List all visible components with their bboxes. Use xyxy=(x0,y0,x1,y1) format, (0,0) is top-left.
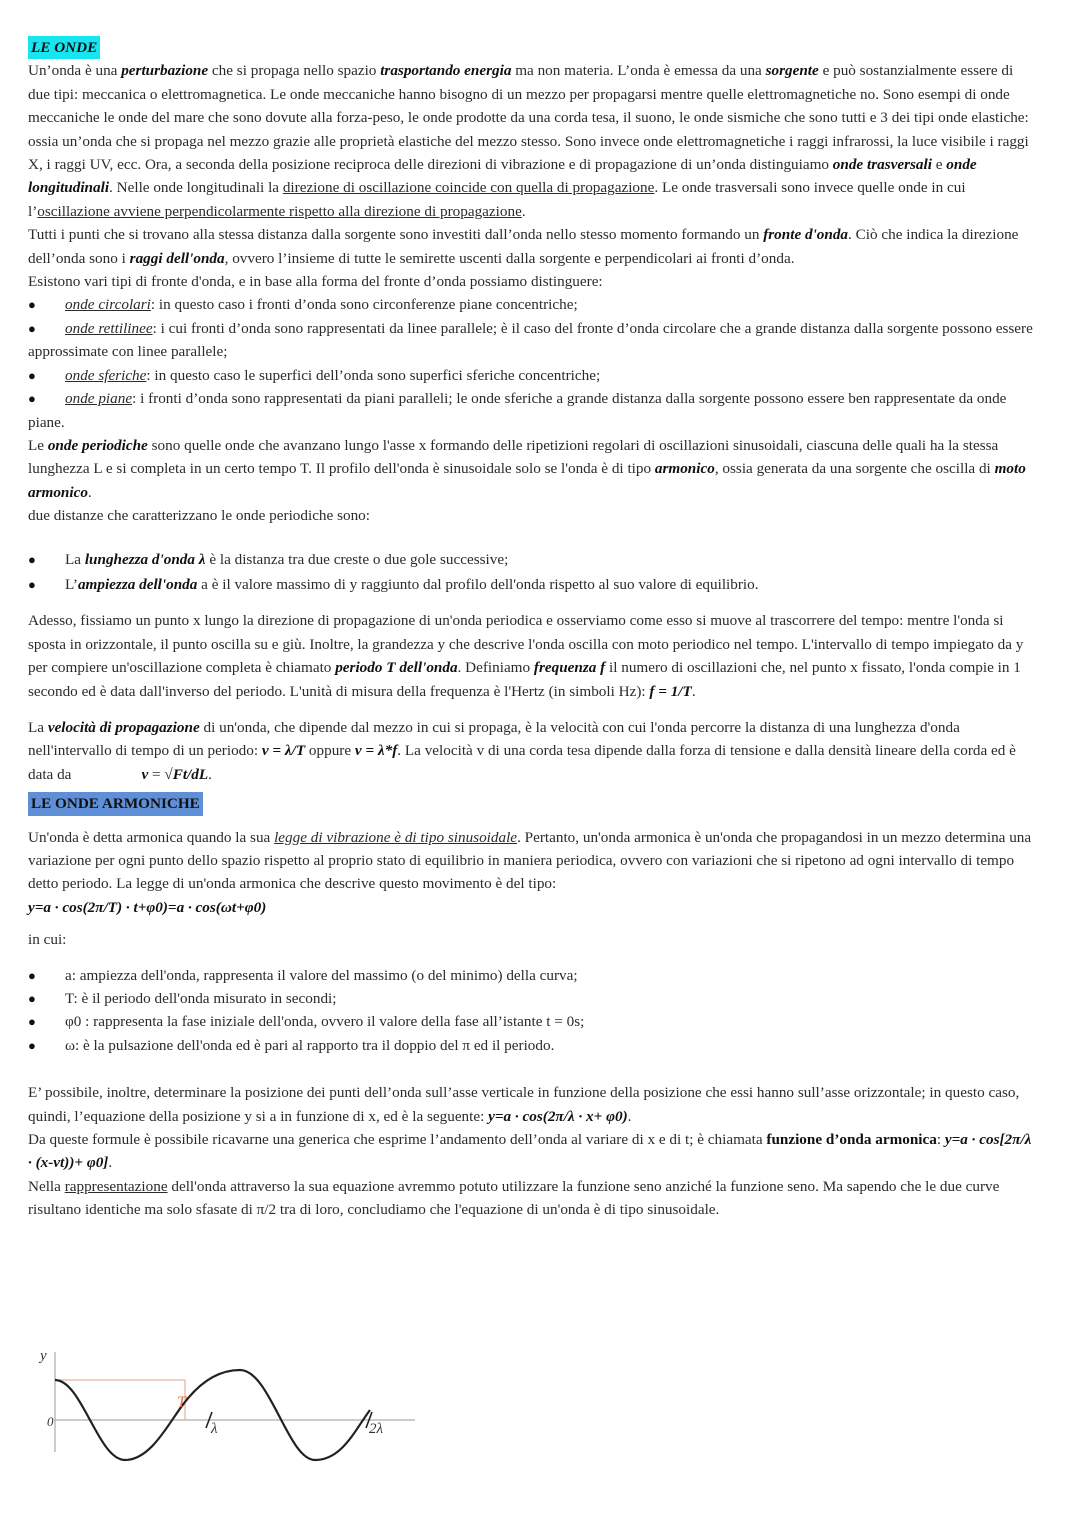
list-item: ● onde piane: i fronti d’onda sono rappresentati da piani paralleli; le onde sferiche a grande distanza dalla sorgente possono essere ben rappresentate da onde piane. xyxy=(28,387,1036,434)
paragraph-posizione-x: E’ possibile, inoltre, determinare la posizione dei punti dell’onda sull’asse verticale in funzione della posizione che essi hanno sull’asse orizzontale; in questo caso, quindi, l’equazione della posizione y si a in funzione di x, ed è la seguente: y=a · cos(2π/λ · x+ φ0). xyxy=(28,1084,1020,1125)
lambda-label: λ xyxy=(211,1421,218,1437)
list-item: ● φ0 : rappresenta la fase iniziale dell'onda, ovvero il valore della fase all’istante t = 0s; xyxy=(28,1010,1036,1033)
period-label: T xyxy=(177,1394,186,1411)
bullet-icon: ● xyxy=(28,391,36,407)
two-lambda-label: 2λ xyxy=(369,1421,383,1437)
list-fronti-onda xyxy=(28,293,1036,433)
paragraph-tipi-fronte: Esistono vari tipi di fronte d'onda, e in base alla forma del fronte d’onda possiamo distinguere: xyxy=(28,273,603,291)
bullet-icon: ● xyxy=(28,1037,36,1053)
list-item: ● onde rettilinee: i cui fronti d’onda sono rappresentati da linee parallele; è il caso del fronte d’onda circolare che a grande distanza dalla sorgente possono essere approssimate con linee parallele; xyxy=(28,317,1036,364)
bullet-icon: ● xyxy=(28,967,36,983)
list-item: ● ω: è la pulsazione dell'onda ed è pari al rapporto tra il doppio del π ed il periodo. xyxy=(28,1034,1036,1057)
paragraph-intro: Un’onda è una perturbazione che si propaga nello spazio trasportando energia ma non materia. L’onda è emessa da una sorgente e può sostanzialmente essere di due tipi: meccanica o elettromagnetica. Le onde meccaniche hanno bisogno di un mezzo per propagarsi mentre quelle elettromagnetiche no. Sono esempi di onde meccaniche le onde del mare che sono dovute alla forza-peso, le onde prodotte da una corda tesa, il suono, le onde sismiche che sono tutti e 3 dei tipi onde elastiche: ossia un’onda che si propaga nel mezzo grazie alle proprietà elastiche del mezzo stesso. Sono invece onde elettromagnetiche i raggi infrarossi, la luce visibile i raggi X, i raggi UV, ecc. Ora, a seconda della posizione reciproca delle direzioni di vibrazione e di propagazione di un’onda distinguiamo onde trasversali e onde longitudinali. Nelle onde longitudinali la direzione di oscillazione coincide con quella di propagazione. Le onde trasversali sono invece quelle onde in cui l’oscillazione avviene perpendicolarmente rispetto alla direzione di propagazione. xyxy=(28,62,1029,220)
bullet-icon: ● xyxy=(28,320,36,336)
bullet-icon: ● xyxy=(28,576,36,592)
wave-figure xyxy=(30,1340,430,1480)
bullet-icon: ● xyxy=(28,367,36,383)
paragraph-in-cui: in cui: xyxy=(28,931,67,949)
list-parametri xyxy=(28,964,1036,1058)
paragraph-onde-periodiche: Le onde periodiche sono quelle onde che avanzano lungo l'asse x formando delle ripetizioni regolari di oscillazioni sinusoidali, ciascuna delle quali ha la stessa lunghezza L e si completa in un certo tempo T. Il profilo dell'onda è sinusoidale solo se l'onda è di tipo armonico, ossia generata da una sorgente che oscilla di moto armonico. xyxy=(28,436,1026,501)
paragraph-periodo-frequenza: Adesso, fissiamo un punto x lungo la direzione di propagazione di un'onda periodica e osserviamo come esso si muove al trascorrere del tempo: mentre l'onda si sposta in orizzontale, il punto oscilla su e giù. Inoltre, la grandezza y che descrive l'onda oscilla con moto periodico nel tempo. L'intervallo di tempo impiegato da y per compiere un'oscillazione completa è chiamato periodo T dell'onda. Definiamo frequenza f il numero di oscillazioni che, nel punto x fissato, l'onda compie in 1 secondo ed è data dall'inverso del periodo. L'unità di misura della frequenza è l'Hertz (in simboli Hz): f = 1/T. xyxy=(28,612,1024,700)
list-item: ● a: ampiezza dell'onda, rappresenta il valore del massimo (o del minimo) della curva; xyxy=(28,964,1036,987)
paragraph-rappresentazione: Nella rappresentazione dell'onda attraverso la sua equazione avremmo potuto utilizzare la funzione seno anziché la funzione seno. Ma sapendo che le due curve risultano identiche ma solo sfasate di π/2 tra di loro, concludiamo che l'equazione di un'onda è di tipo sinusoidale. xyxy=(28,1177,1000,1219)
list-distanze xyxy=(28,548,1036,597)
paragraph-fronte-onda: Tutti i punti che si trovano alla stessa distanza dalla sorgente sono investiti dall’onda nello stesso momento formando un fronte d'onda. Ciò che indica la direzione dell’onda sono i raggi dell'onda, ovvero l’insieme di tutte le semirette uscenti dalla sorgente e perpendicolari ai fronti d’onda. xyxy=(28,226,1019,267)
list-item: ● onde sferiche: in questo caso le superfici dell’onda sono superfici sferiche concentriche; xyxy=(28,364,1036,387)
bullet-icon: ● xyxy=(28,551,36,567)
bullet-icon: ● xyxy=(28,991,36,1007)
paragraph-funzione-onda: Da queste formule è possibile ricavarne una generica che esprime l’andamento dell’onda al variare di x e di t; è chiamata funzione d’onda armonica: y=a · cos[2π/λ · (x-vt))+ φ0]. xyxy=(28,1131,1032,1172)
formula-legge-armonica: y=a · cos(2π/T) · t+φ0)=a · cos(ωt+φ0) xyxy=(28,898,267,916)
origin-label: 0 xyxy=(47,1414,54,1429)
bullet-icon: ● xyxy=(28,1014,36,1030)
paragraph-velocita: La velocità di propagazione di un'onda, che dipende dal mezzo in cui si propaga, è la velocità con cui l'onda percorre la distanza di una lunghezza d'onda nell'intervallo di tempo di un periodo: v = λ/T oppure v = λ*f. La velocità v di una corda tesa dipende dalla forza di tensione e dalla densità lineare della corda ed è data da v = √Ft/dL. xyxy=(28,718,1016,783)
list-item: ● La lunghezza d'onda λ è la distanza tra due creste o due gole successive; xyxy=(28,548,1036,571)
y-axis-label: y xyxy=(40,1348,47,1364)
section-title-le-onde: LE ONDE xyxy=(28,34,1036,59)
paragraph-onda-armonica: Un'onda è detta armonica quando la sua legge di vibrazione è di tipo sinusoidale. Pertanto, un'onda armonica è un'onda che propagandosi in un mezzo determina una variazione per ogni punto dello spazio rispetto al proprio stato di equilibrio in maniera periodica, ovvero con variazioni che si ripetono ad ogni intervallo di tempo detto periodo. La legge di un'onda armonica che descrive questo movimento è del tipo: xyxy=(28,828,1032,893)
section-title-onde-armoniche: LE ONDE ARMONICHE xyxy=(28,792,1036,815)
document-page xyxy=(28,34,1036,1222)
paragraph-due-distanze: due distanze che caratterizzano le onde periodiche sono: xyxy=(28,507,370,525)
sine-wave xyxy=(55,1370,370,1460)
list-item: ● onde circolari: in questo caso i fronti d’onda sono circonferenze piane concentriche; xyxy=(28,293,1036,316)
list-item: ● T: è il periodo dell'onda misurato in secondi; xyxy=(28,987,1036,1010)
list-item: ● L’ampiezza dell'onda a è il valore massimo di y raggiunto dal profilo dell'onda rispetto al suo valore di equilibrio. xyxy=(28,573,1036,596)
bullet-icon: ● xyxy=(28,297,36,313)
